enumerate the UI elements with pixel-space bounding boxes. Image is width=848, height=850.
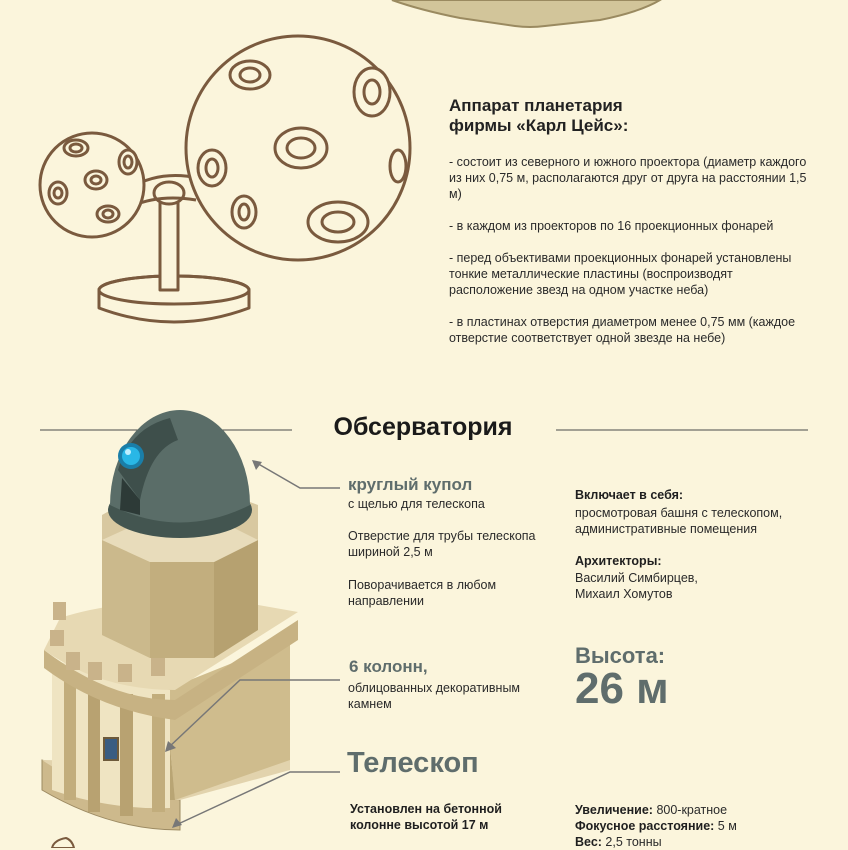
- weight-label: Вес:: [575, 835, 602, 849]
- magnification-spec: [575, 802, 727, 818]
- magnification-label: Увеличение:: [575, 803, 653, 817]
- focal-length-value: 5 м: [714, 819, 737, 833]
- weight-value: 2,5 тонны: [601, 835, 662, 849]
- planetarium-fact-item: - в пластинах отверстия диаметром менее 0,75 мм (каждое отверстие соответствует одной звезде на небе): [449, 315, 796, 345]
- columns-title: 6 колонн,: [349, 657, 428, 676]
- telescope-title: Телескоп: [347, 747, 479, 779]
- observatory-title: Обсерватория: [300, 413, 546, 442]
- columns-subtitle: облицованных декоративным камнем: [348, 681, 521, 711]
- architect-name: Василий Симбирцев,: [575, 571, 698, 585]
- planetarium-facts-list: [449, 154, 819, 362]
- planetarium-fact-item: - состоит из северного и южного проектора (диаметр каждого из них 0,75 м, располагаются друг от друга на расстоянии 1,5 м): [449, 155, 807, 201]
- height-value: 26 м: [575, 664, 669, 713]
- planetarium-title-line2: фирмы «Карл Цейс»:: [449, 116, 629, 135]
- planetarium-projector-illustration: [40, 36, 410, 322]
- architect-name: Михаил Хомутов: [575, 587, 673, 601]
- planetarium-fact-item: - в каждом из проекторов по 16 проекционных фонарей: [449, 219, 774, 233]
- top-dome-shape: [392, 0, 660, 27]
- architects-label: Архитекторы:: [575, 554, 662, 568]
- magnification-value: 800-кратное: [652, 803, 728, 817]
- planetarium-title: [449, 96, 809, 136]
- planetarium-fact-item: - перед объективами проекционных фонарей установлены тонкие металлические пластины (воспроизводят расположение звезд на одном участке неба): [449, 251, 792, 297]
- telescope-opening-text: Отверстие для трубы телескопа шириной 2,5 м: [348, 529, 536, 559]
- dome-title: круглый купол: [348, 475, 473, 494]
- dome-subtitle: с щелью для телескопа: [348, 497, 485, 511]
- bottom-left-fragment: [52, 838, 74, 848]
- telescope-installed-text: Установлен на бетонной колонне высотой 17 м: [350, 802, 502, 832]
- height-label: Высота:: [575, 643, 666, 668]
- observatory-building-illustration: [42, 410, 298, 830]
- focal-length-spec: [575, 818, 737, 834]
- includes-label: Включает в себя:: [575, 488, 684, 502]
- focal-length-label: Фокусное расстояние:: [575, 819, 715, 833]
- rotation-text: Поворачивается в любом направлении: [348, 578, 497, 608]
- planetarium-title-line1: Аппарат планетария: [449, 96, 623, 115]
- includes-value: просмотровая башня с телескопом, административные помещения: [575, 506, 783, 536]
